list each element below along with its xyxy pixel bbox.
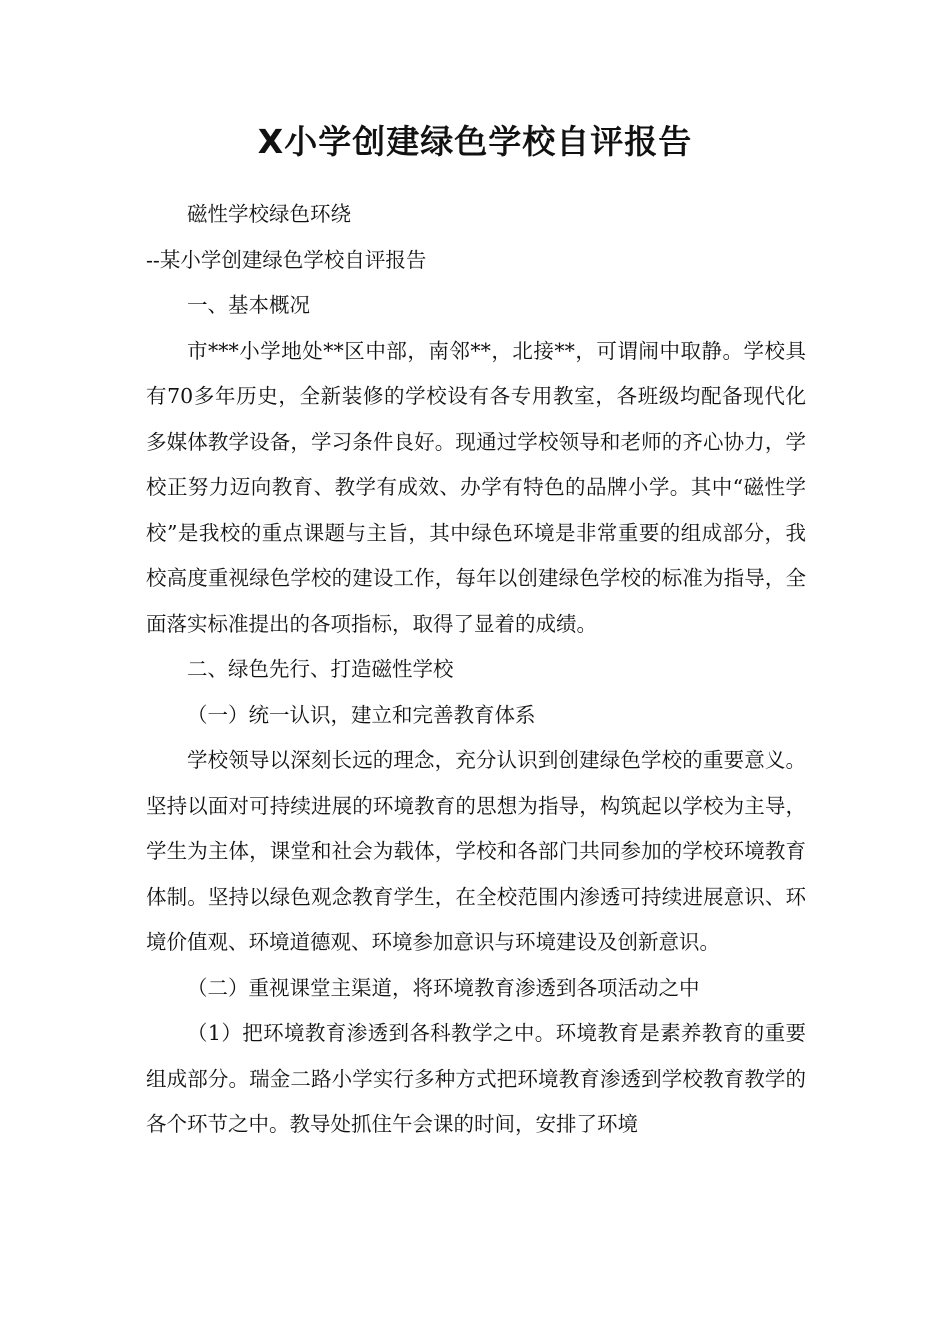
subsection-heading-1: （一）统一认识，建立和完善教育体系: [187, 702, 536, 727]
subtitle-dash-line: --某小学创建绿色学校自评报告: [146, 247, 427, 272]
document-body: [146, 192, 806, 1148]
paragraph-education-system: 学校领导以深刻长远的理念，充分认识到创建绿色学校的重要意义。坚持以面对可持续进展的环境教育的思想为指导，构筑起以学校为主导，学生为主体，课堂和社会为载体，学校和各部门共同参加的学校环境教育体制。坚持以绿色观念教育学生，在全校范围内渗透可持续进展意识、环境价值观、环境道德观、环境参加意识与环境建设及创新意识。: [146, 748, 806, 954]
document-title: X小学创建绿色学校自评报告: [257, 122, 693, 161]
section-heading-1: 一、基本概况: [187, 293, 310, 317]
section-heading-2: 二、绿色先行、打造磁性学校: [187, 657, 454, 681]
paragraph-teaching: （1）把环境教育渗透到各科教学之中。环境教育是素养教育的重要组成部分。瑞金二路小学实行多种方式把环境教育渗透到学校教育教学的各个环节之中。教导处抓住午会课的时间，安排了环境: [146, 1021, 806, 1136]
subsection-heading-2: （二）重视课堂主渠道，将环境教育渗透到各项活动之中: [187, 975, 700, 1000]
paragraph-overview: 市***小学地处**区中部，南邻**，北接**，可谓闹中取静。学校具有70多年历史，全新装修的学校设有各专用教室，各班级均配备现代化多媒体教学设备，学习条件良好。现通过学校领导和老师的齐心协力，学校正努力迈向教育、教学有成效、办学有特色的品牌小学。其中“磁性学校”是我校的重点课题与主旨，其中绿色环境是非常重要的组成部分，我校高度重视绿色学校的建设工作，每年以创建绿色学校的标准为指导，全面落实标准提出的各项指标，取得了显着的成绩。: [146, 338, 806, 636]
subtitle-line: 磁性学校绿色环绕: [187, 202, 351, 226]
